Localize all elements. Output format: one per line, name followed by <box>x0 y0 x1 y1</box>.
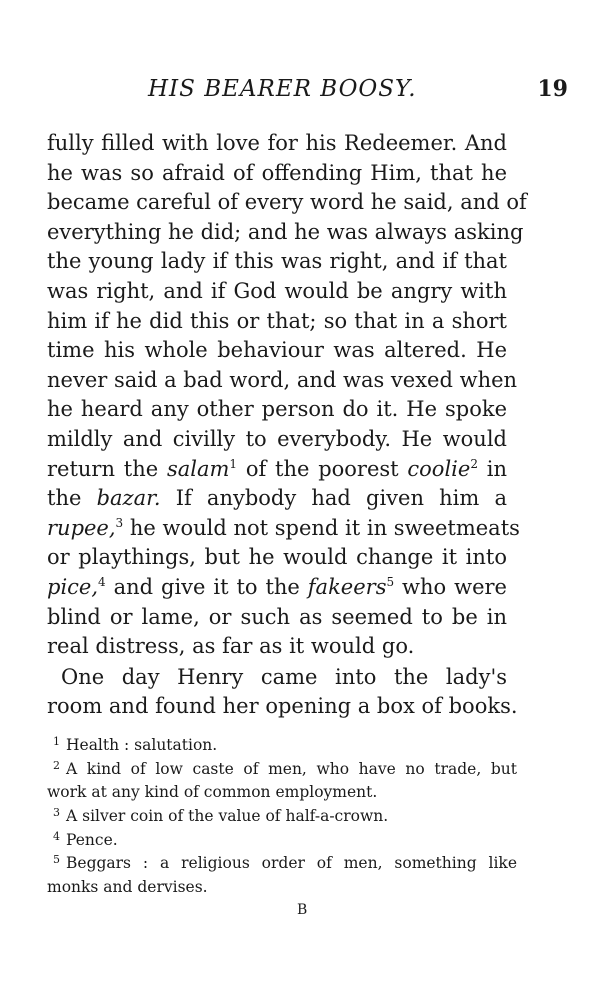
text-line: fully filled with love for his Redeemer. And <box>47 131 507 155</box>
footnote-mark: 2 <box>53 758 60 772</box>
italic-word: salam <box>166 456 230 481</box>
footnote: $^5$ Beggars : a religious order of men, something like <box>53 853 517 873</box>
footnote: $^2$ A kind of low caste of men, who have no trade, but <box>53 758 517 778</box>
text-line: never said a bad word, and was vexed when <box>47 367 518 392</box>
text-line: became careful of every word he said, and of <box>47 190 527 215</box>
text-line: return the salam$^1$ of the poorest coolie$^2$ in <box>47 456 507 481</box>
text-line: or playthings, but he would change it into <box>47 545 507 570</box>
footnote: $^4$ Pence. <box>53 829 118 849</box>
text-line: time his whole behaviour was altered. He <box>47 338 507 363</box>
running-title: HIS BEARER BOOSY. <box>148 76 417 102</box>
text-line: he was so afraid of offending Him, that he <box>47 160 507 185</box>
page-number: 19 <box>537 76 568 102</box>
italic-word: pice, <box>47 574 99 599</box>
text-line: rupee,$^3$ he would not spend it in sweetmeats <box>47 515 520 540</box>
footnote-ref: 2 <box>470 456 478 471</box>
footnote-continuation: work at any kind of common employment. <box>47 783 378 802</box>
text-line: blind or lame, or such as seemed to be in <box>47 604 507 629</box>
italic-word: fakeers <box>307 574 387 599</box>
signature-mark: B <box>297 902 308 918</box>
text-line: the bazar. If anybody had given him a <box>47 486 507 511</box>
footnote-mark: 5 <box>53 853 60 867</box>
text-line: him if he did this or that; so that in a short <box>47 308 507 333</box>
footnote-mark: 1 <box>53 735 60 748</box>
footnote-ref: 4 <box>98 574 106 589</box>
text-line: mildly and civilly to everybody. He would <box>47 426 507 451</box>
footnote-ref: 1 <box>229 456 238 471</box>
text-line: real distress, as far as it would go. <box>47 634 415 659</box>
page-header <box>48 76 568 106</box>
text-line: One day Henry came into the lady's <box>61 664 507 689</box>
footnote: $^3$ A silver coin of the value of half-a-crown. <box>53 806 389 826</box>
text-line: the young lady if this was right, and if that <box>47 249 507 274</box>
italic-word: bazar. <box>96 486 161 511</box>
text-line: he heard any other person do it. He spoke <box>47 397 507 422</box>
text-line: room and found her opening a box of books. <box>47 694 518 719</box>
text-line: pice,$^4$ and give it to the fakeers$^5$ who were <box>47 574 507 599</box>
footnote-mark: 4 <box>53 829 60 843</box>
footnote: $^1$ Health : salutation. <box>53 735 218 754</box>
italic-word: coolie <box>407 456 471 481</box>
footnote-ref: 3 <box>115 515 124 530</box>
text-line: everything he did; and he was always asking <box>47 219 524 244</box>
footnote-continuation: monks and dervises. <box>47 878 208 897</box>
text-line: was right, and if God would be angry with <box>47 278 507 303</box>
footnote-ref: 5 <box>386 574 395 589</box>
italic-word: rupee, <box>47 515 116 540</box>
body-text <box>47 129 527 722</box>
footnotes <box>47 734 517 900</box>
footnote-mark: 3 <box>53 806 60 820</box>
